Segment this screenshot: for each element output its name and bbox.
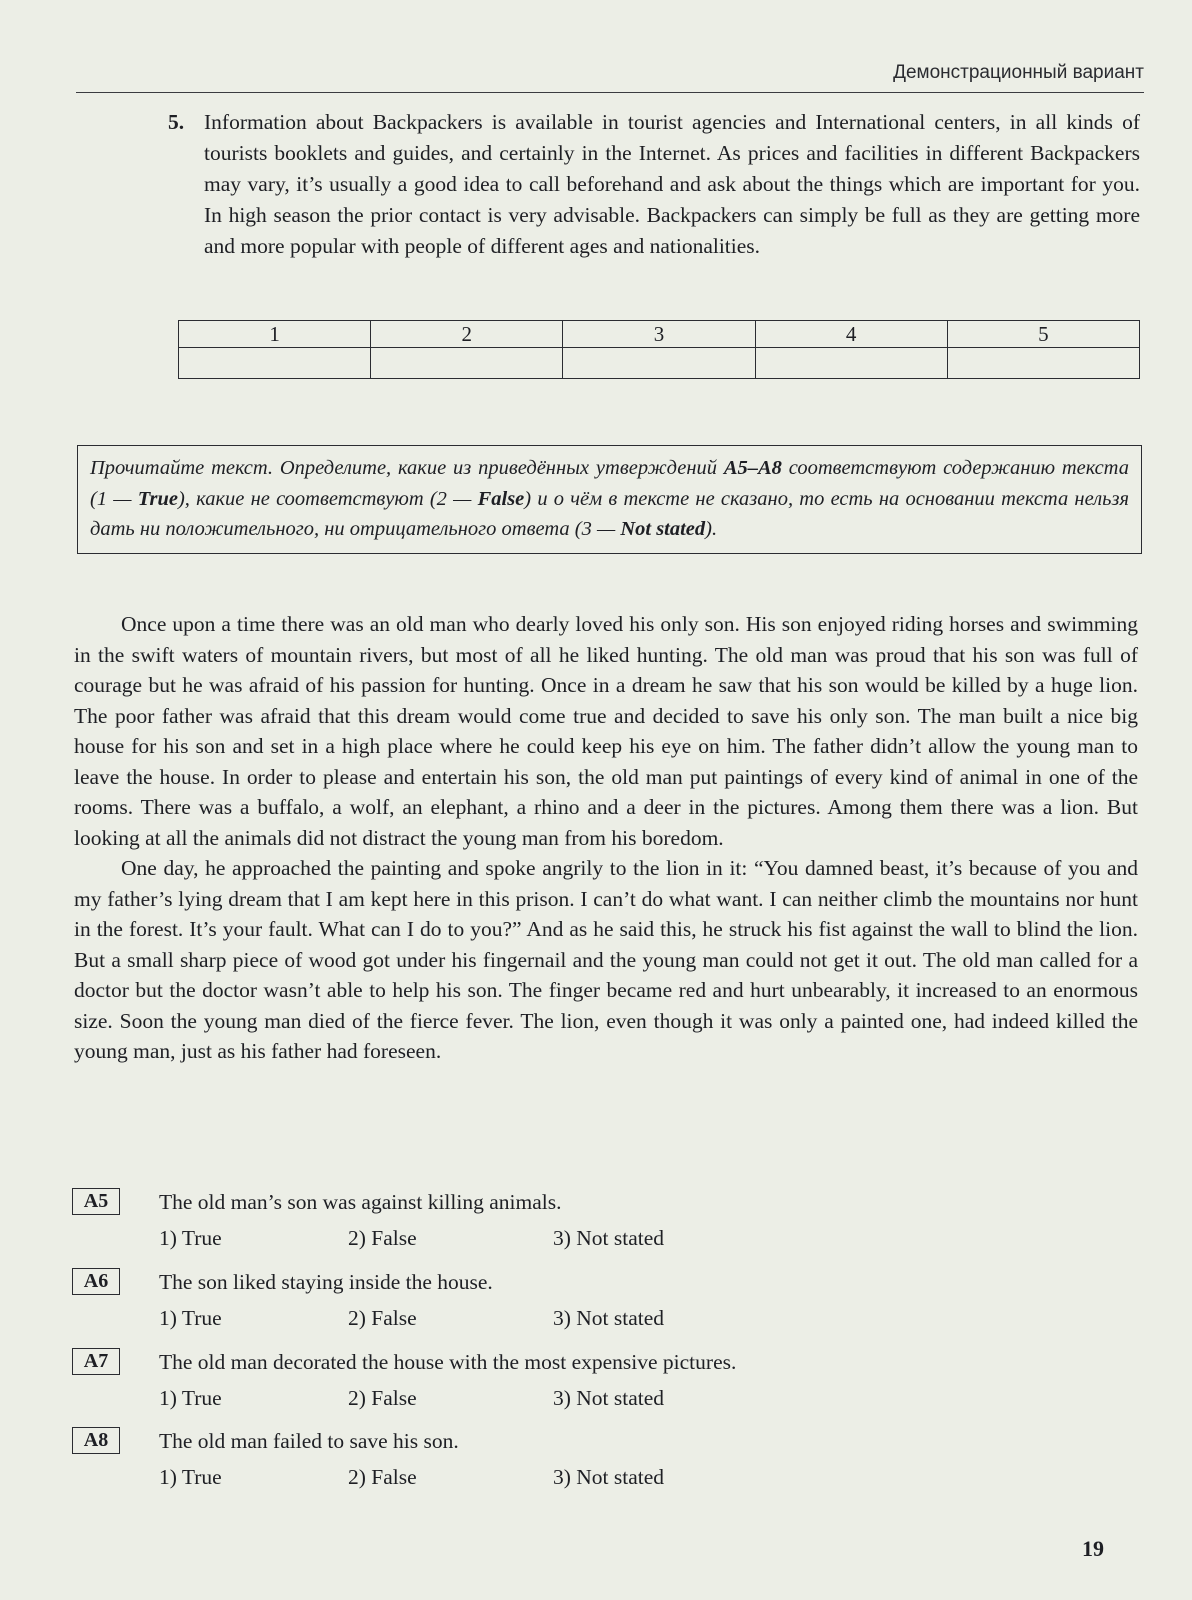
item-5-text: Information about Backpackers is available in tourist agencies and International centers, in all kinds of tourists booklets and guides, and certainly in the Internet. As prices and facilities in different Backpackers may vary, it’s usually a good idea to call beforehand and ask about the things which are important for you. In high season the prior contact is very advisable. Backpackers can simply be full as they are getting more and more popular with people of different ages and nationalities. [204,110,1140,258]
instruction-not-stated-label: Not stated [620,518,706,540]
answer-option-false[interactable]: 2) False [348,1465,417,1489]
answer-option-true[interactable]: 1) True [159,1306,222,1330]
answer-table-blank-row [179,348,1140,379]
instruction-text: ) и о чём в тексте не сказано, то есть на основании текста нельзя дать ни положительного, ни отрицательного ответа (3 — [90,487,1129,540]
item-5 [168,107,1140,262]
answer-cell [179,348,371,379]
question-text: The old man decorated the house with the most expensive pictures. [159,1350,737,1374]
answer-table [178,320,1140,379]
answer-cell [755,348,947,379]
answer-option-false[interactable]: 2) False [348,1386,417,1410]
answer-option-true[interactable]: 1) True [159,1465,222,1489]
question-label: A7 [72,1348,120,1375]
story-text [74,609,1138,1067]
answer-table-header: 5 [947,321,1139,348]
answer-table-header: 1 [179,321,371,348]
header-rule [76,92,1144,93]
question-text: The old man’s son was against killing animals. [159,1190,562,1214]
answer-table-header: 3 [563,321,755,348]
instruction-box [77,445,1142,554]
answer-option-not-stated[interactable]: 3) Not stated [553,1306,665,1330]
question-label: A6 [72,1268,120,1295]
answer-table-header: 4 [755,321,947,348]
answer-option-false[interactable]: 2) False [348,1306,417,1330]
instruction-text: ). [705,518,718,540]
question-text: The old man failed to save his son. [159,1429,459,1453]
instruction-false-label: False [477,487,525,510]
instruction-range: A5–A8 [723,457,782,479]
instruction-text: соответствуют содержанию текста (1 — [90,457,1129,510]
answer-option-false[interactable]: 2) False [348,1226,417,1250]
answer-table-header: 2 [371,321,563,348]
answer-option-true[interactable]: 1) True [159,1386,222,1410]
page-header: Демонстрационный вариант [893,62,1144,83]
answer-cell [563,348,755,379]
page-number: 19 [1082,1536,1104,1561]
story-paragraph: Once upon a time there was an old man who dearly loved his only son. His son enjoyed riding horses and swimming in the swift waters of mountain rivers, but most of all he liked hunting. The old man was proud that his son was full of courage but he was afraid of his passion for hunting. Once in a dream he saw that his son would be killed by a huge lion. The poor father was afraid that this dream would come true and decided to save his only son. The man built a nice big house for his son and set in a high place where he could keep his eye on him. The father didn’t allow the young man to leave the house. In order to please and entertain his son, the old man put paintings of every kind of animal in one of the rooms. There was a buffalo, a wolf, an elephant, a rhino and a deer in the pictures. Among them there was a lion. But looking at all the animals did not distract the young man from his boredom. [74,612,1138,850]
answer-table-header-row [179,321,1140,348]
instruction-text: Прочитайте текст. Определите, какие из приведённых утверждений [90,457,724,479]
instruction-text: ), какие не соответствуют (2 — [177,487,478,510]
question-text: The son liked staying inside the house. [159,1270,493,1294]
answer-option-not-stated[interactable]: 3) Not stated [553,1226,665,1250]
answer-option-not-stated[interactable]: 3) Not stated [553,1386,665,1410]
story-paragraph: One day, he approached the painting and spoke angrily to the lion in it: “You damned beast, it’s because of you and my father’s lying dream that I am kept here in this prison. I can’t do what want. I can neither climb the mountains nor hunt in the forest. It’s your fault. What can I do to you?” And as he said this, he struck his fist against the wall to blind the lion. But a small sharp piece of wood got under his fingernail and the young man could not get it out. The old man called for a doctor but the doctor wasn’t able to help his son. The finger became red and hurt unbearably, it increased to an enormous size. Soon the young man died of the fierce fever. The lion, even though it was only a painted one, had indeed killed the young man, just as his father had foreseen. [74,856,1138,1063]
instruction-true-label: True [137,487,178,510]
question-label: A5 [72,1188,120,1215]
answer-option-true[interactable]: 1) True [159,1226,222,1250]
item-5-number: 5. [168,110,185,134]
question-label: A8 [72,1427,120,1454]
answer-option-not-stated[interactable]: 3) Not stated [553,1465,665,1489]
answer-cell [371,348,563,379]
answer-cell [947,348,1139,379]
